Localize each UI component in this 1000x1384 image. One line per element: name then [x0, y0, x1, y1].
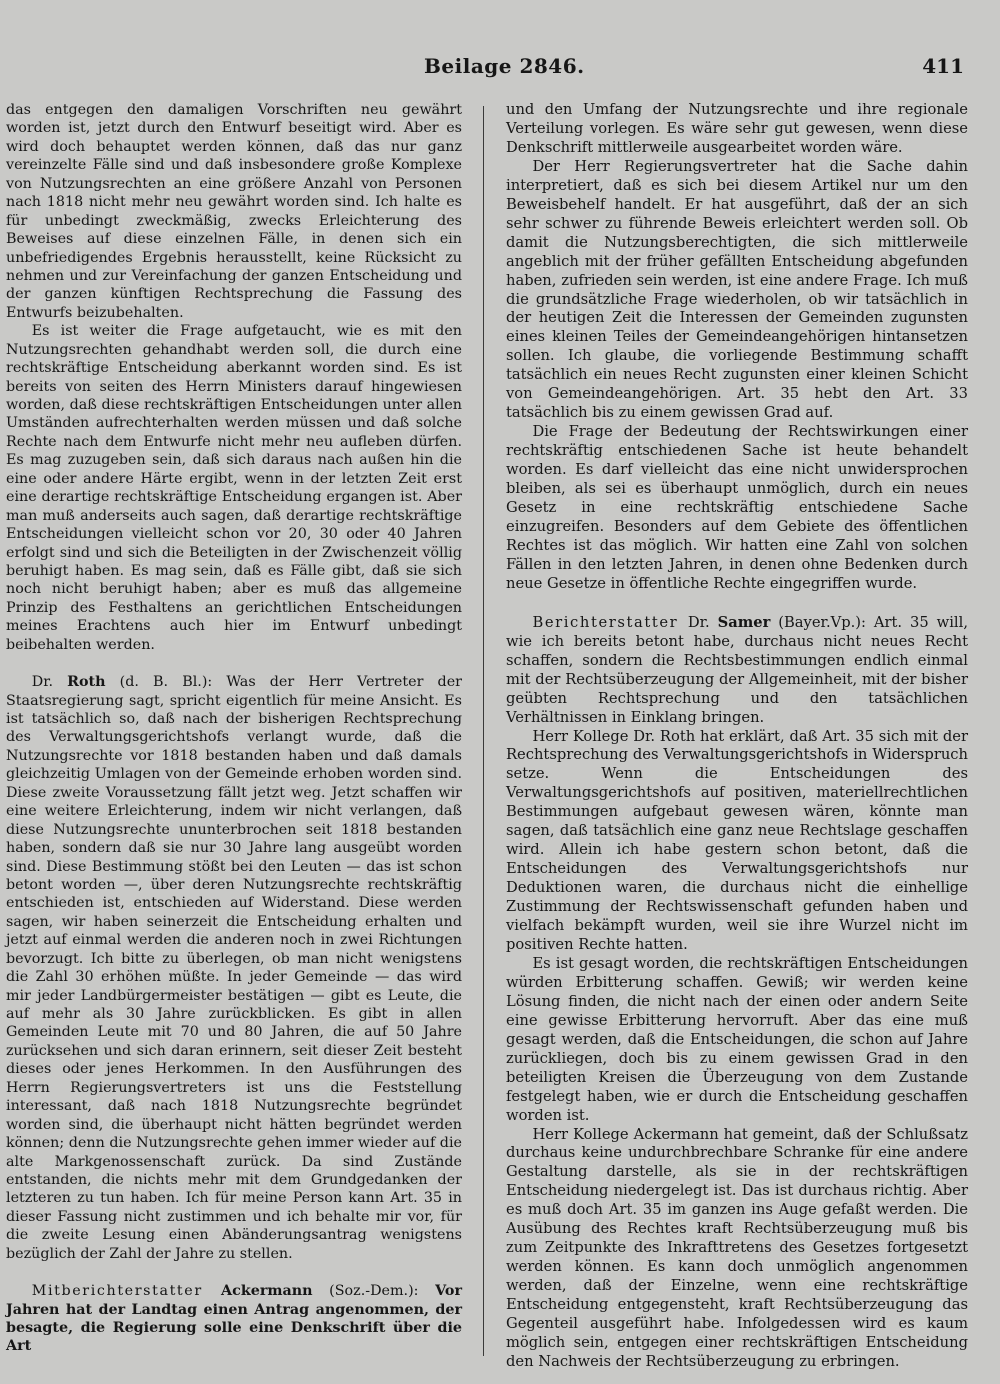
page-header — [0, 54, 1000, 88]
speech-paragraph — [6, 673, 462, 1263]
right-column — [506, 101, 968, 1372]
speaker-name: Ackermann — [221, 1283, 313, 1300]
speech-text: Art. 35 will, wie ich bereits betont habe, durchaus nicht neues Recht schaffen, sondern die Rechtsbestimmungen endlich einmal mit der Rechtsüberzeugung der Allgemeinheit, mit der bisher geübten Rechtsprechung und den tatsächlichen Verhältnissen in Einklang bringen. — [506, 613, 968, 726]
speaker-title: Dr. — [687, 613, 718, 631]
speech-text: Vor Jahren hat der Landtag einen Antrag angenommen, der besagte, die Regierung solle eine Denkschrift über die Art — [6, 1283, 462, 1355]
page-title: Beilage 2846. — [424, 54, 585, 78]
paragraph: Es ist gesagt worden, die rechtskräftigen Entscheidungen würden Erbitterung schaffen. Gewiß; wir werden keine Lösung finden, die nicht nach der einen oder andern Seite eine gewisse Erbitterung hervorruft. Aber das eine muß gesagt werden, daß die Entscheidungen, die schon auf Jahre zurückliegen, doch bis zu einem gewissen Grad in den beteiligten Kreisen die Überzeugung von dem Zustande festgelegt haben, wie er durch die Entscheidung geschaffen worden ist. — [506, 954, 968, 1124]
paragraph: Herr Kollege Dr. Roth hat erklärt, daß Art. 35 sich mit der Rechtsprechung des Verwaltungsgerichtshofs in Widerspruch setze. Wenn die Entscheidungen des Verwaltungsgerichtshofs auf positiven, materiellrechtlichen Bestimmungen aufgebaut gewesen wären, könnte man sagen, daß tatsächlich eine ganz neue Rechtslage geschaffen wird. Allein ich habe gestern schon betont, daß die Entscheidungen des Verwaltungsgerichtshofs nur Deduktionen waren, die durchaus nicht die einhellige Zustimmung der Rechtswissenschaft gefunden haben und vielfach bekämpft wurden, weil sie ihre Wurzel nicht im positiven Rechte hatten. — [506, 727, 968, 953]
speech-paragraph — [506, 614, 968, 728]
paragraph: und den Umfang der Nutzungsrechte und ihre regionale Verteilung vorlegen. Es wäre sehr gut gewesen, wenn diese Denkschrift mittlerweile ausgearbeitet worden wäre. — [506, 101, 968, 156]
speaker-party: (Soz.-Dem.): — [312, 1283, 436, 1300]
left-column — [6, 101, 462, 1356]
speaker-role: Berichterstatter — [532, 613, 688, 631]
speech-paragraph — [6, 1282, 462, 1356]
paragraph: Es ist weiter die Frage aufgetaucht, wie es mit den Nutzungsrechten gehandhabt werden soll, die durch eine rechtskräftige Entscheidung aberkannt worden sind. Es ist bereits von seiten des Herrn Ministers darauf hingewiesen worden, daß diese rechtskräftigen Entscheidungen unter allen Umständen aufrechterhalten werden müssen und daß solche Rechte nach dem Entwurfe nicht mehr neu aufleben dürfen. Es mag zuzugeben sein, daß sich daraus nach außen hin die eine oder andere Härte ergibt, wenn in der letzten Zeit erst eine derartige rechtskräftige Entscheidung ergangen ist. Aber man muß anderseits auch sagen, daß derartige rechtskräftige Entscheidungen vielleicht schon vor 20, 30 oder 40 Jahren erfolgt sind und sich die Beteiligten in der Zwischenzeit völlig beruhigt haben. Es mag sein, daß es Fälle gibt, daß sie sich noch nicht beruhigt haben; aber es muß das allgemeine Prinzip des Festhaltens an gerichtlichen Entscheidungen meines Erachtens auch hier im Entwurf unbedingt beibehalten werden. — [6, 323, 462, 653]
paragraph: Herr Kollege Ackermann hat gemeint, daß der Schlußsatz durchaus keine undurchbrechbare Schranke für eine andere Gestaltung darstelle, als sie in der rechtskräftigen Entscheidung niedergelegt ist. Das ist durchaus richtig. Aber es muß doch Art. 35 im ganzen ins Auge gefaßt werden. Die Ausübung des Rechtes kraft Rechtsüberzeugung muß bis zum Zeitpunkte des Inkrafttretens des Gesetzes fortgesetzt werden können. Es kann doch unmöglich angenommen werden, daß der Einzelne, wenn eine rechtskräftige Entscheidung entgegensteht, kraft Rechtsüberzeugung das Gegenteil ausgeführt habe. Infolgedessen wird es kaum möglich sein, entgegen einer rechtskräftigen Entscheidung den Nachweis der Rechtsüberzeugung zu erbringen. — [506, 1125, 968, 1370]
paragraph: Die Frage der Bedeutung der Rechtswirkungen einer rechtskräftig entschiedenen Sache ist heute behandelt worden. Es darf vielleicht das eine nicht unwidersprochen bleiben, als sei es überhaupt unmöglich, durch ein neues Gesetz in eine rechtskräftig entschiedene Sache einzugreifen. Besonders auf dem Gebiete des öffentlichen Rechtes ist das möglich. Wir hatten eine Zahl von solchen Fällen in den letzten Jahren, in denen ohne Bedenken durch neue Gesetze in öffentliche Rechte eingegriffen wurde. — [506, 423, 968, 592]
speaker-title: Dr. — [31, 674, 68, 691]
column-divider — [483, 106, 484, 1356]
speaker-party: (Bayer.Vp.): — [770, 613, 874, 631]
paragraph: das entgegen den damaligen Vorschriften neu gewährt worden ist, jetzt durch den Entwurf beseitigt wird. Aber es wird doch behauptet werden können, daß das nur ganz vereinzelte Fälle sind und daß insbesondere große Komplexe von Nutzungsrechten an eine größere Anzahl von Personen nach 1818 nicht mehr neu gewährt worden sind. Ich halte es für unbedingt zweckmäßig, zwecks Erleichterung des Beweises auf diese einzelnen Fälle, in denen sich ein unbefriedigendes Ergebnis herausstellt, keine Rücksicht zu nehmen und zur Vereinfachung der ganzen Entscheidung und der ganzen künftigen Rechtsprechung die Fassung des Entwurfs beizubehalten. — [6, 102, 462, 321]
speaker-role: Mitberichterstatter — [31, 1283, 222, 1300]
speaker-name: Roth — [67, 674, 106, 691]
speaker-name: Samer — [717, 613, 771, 631]
page-number: 411 — [922, 54, 964, 78]
speaker-party: (d. B. Bl.): — [105, 674, 227, 691]
paragraph: Der Herr Regierungsvertreter hat die Sache dahin interpretiert, daß es sich bei diesem Artikel nur um den Beweisbehelf handelt. Er hat ausgeführt, daß der an sich sehr schwer zu führende Beweis erleichtert werden soll. Ob damit die Nutzungsberechtigten, die sich mittlerweile angeblich mit der früher gefällten Entscheidung abgefunden haben, zufrieden sein werden, ist eine andere Frage. Ich muß die grundsätzliche Frage wiederholen, ob wir tatsächlich in der heutigen Zeit die Interessen der Gemeinden zugunsten eines kleinen Teiles der Gemeindeangehörigen hintansetzen sollen. Ich glaube, die vorliegende Bestimmung schafft tatsächlich ein neues Recht zugunsten einer kleinen Schicht von Gemeindeangehörigen. Art. 35 hebt den Art. 33 tatsächlich bis zu einem gewissen Grad auf. — [506, 157, 968, 422]
speech-text: Was der Herr Vertreter der Staatsregierung sagt, spricht eigentlich für meine Ansicht. Es ist tatsächlich so, daß nach der bisherigen Rechtsprechung des Verwaltungsgerichtshofs verlangt wurde, daß die Nutzungsrechte vor 1818 bestanden haben und daß damals gleichzeitig Umlagen von der Gemeinde erhoben worden sind. Diese zweite Voraussetzung fällt jetzt weg. Jetzt schaffen wir eine weitere Erleichterung, indem wir nicht verlangen, daß diese Nutzungsrechte ununterbrochen seit 1818 bestanden haben, sondern daß sie nur 30 Jahre lang ausgeübt worden sind. Diese Bestimmung stößt bei den Leuten — das ist schon betont worden —, über deren Nutzungsrechte rechtskräftig entschieden ist, entschieden auf Widerstand. Diese werden sagen, wir haben seinerzeit die Entscheidung erhalten und jetzt auf einmal werden die anderen noch in zwei Richtungen bevorzugt. Ich bitte zu überlegen, ob man nicht wenigstens die Zahl 30 erhöhen müßte. In jeder Gemeinde — das wird mir jeder Landbürgermeister bestätigen — gibt es Leute, die auf mehr als 30 Jahre zurückblicken. Es gibt in allen Gemeinden Leute mit 70 und 80 Jahren, die auf 50 Jahre zurücksehen und sich daran erinnern, seit dieser Zeit besteht dieses oder jenes Herkommen. In den Ausführungen des Herrn Regierungsvertreters ist uns die Feststellung interessant, daß nach 1818 Nutzungsrechte begründet worden sind, die überhaupt nicht hätten begründet werden können; denn die Nutzungsrechte gehen immer wieder auf die alte Markgenossenschaft zurück. Da sind Zustände entstanden, die nichts mehr mit dem Grundgedanken der letzteren zu tun haben. Ich für meine Person kann Art. 35 in dieser Fassung nicht zustimmen und ich behalte mir vor, für die zweite Lesung einen Abänderungsantrag wenigstens bezüglich der Zahl der Jahre zu stellen. — [6, 674, 462, 1262]
